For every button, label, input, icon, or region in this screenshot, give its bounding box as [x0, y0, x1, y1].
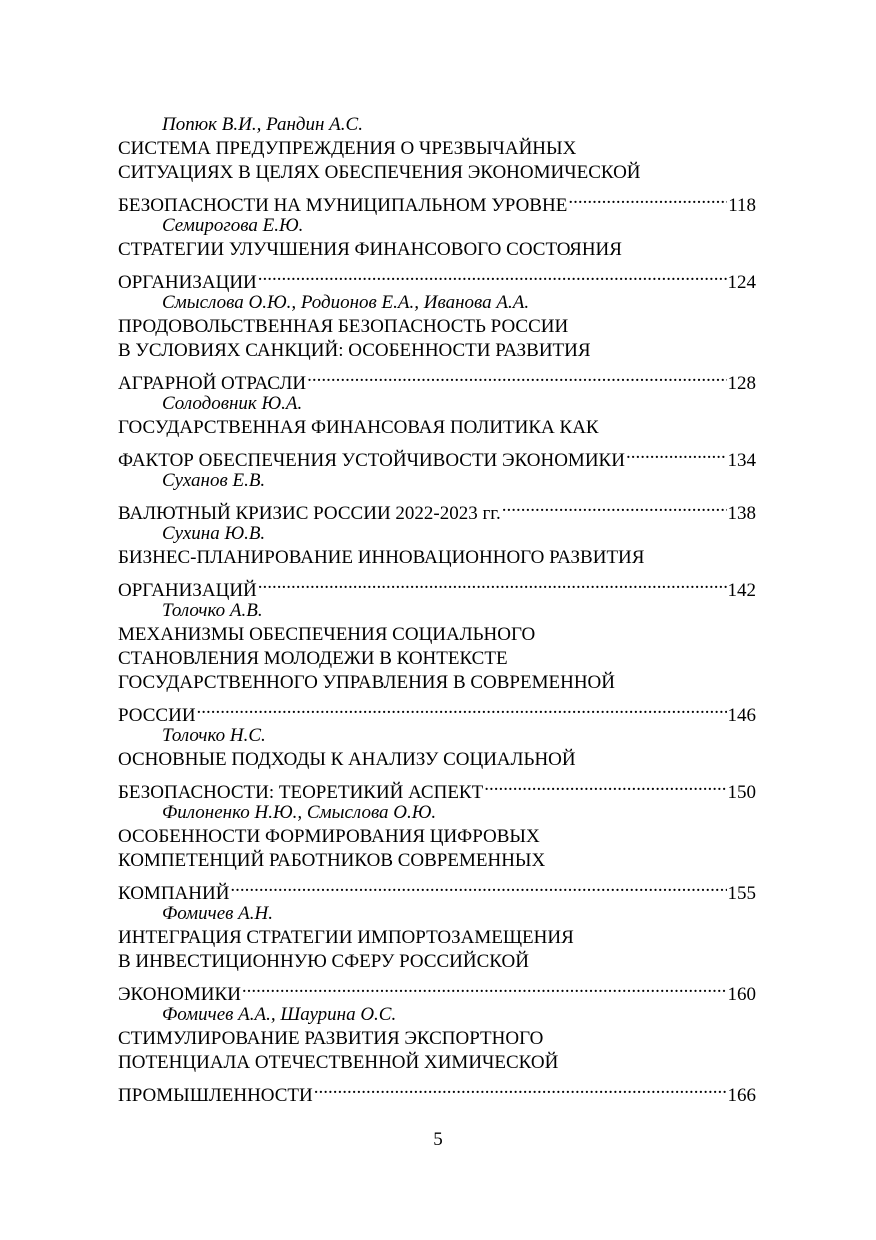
toc-entry-title-line: МЕХАНИЗМЫ ОБЕСПЕЧЕНИЯ СОЦИАЛЬНОГО: [118, 624, 536, 645]
toc-entry-title-last-line: [118, 570, 756, 601]
toc-entry-page-number[interactable]: 160: [727, 984, 756, 1005]
toc-entry-title-text: ФАКТОР ОБЕСПЕЧЕНИЯ УСТОЙЧИВОСТИ ЭКОНОМИКИ: [118, 450, 625, 471]
toc-entry[interactable]: [118, 801, 756, 904]
dot-leader: [307, 363, 726, 389]
toc-entry[interactable]: [118, 214, 756, 293]
toc-entry[interactable]: [118, 392, 756, 471]
toc-entry-title-text: АГРАРНОЙ ОТРАСЛИ: [118, 373, 307, 394]
toc-entry-author: Суханов Е.В.: [162, 470, 266, 491]
toc-entry-page-number[interactable]: 142: [727, 580, 756, 601]
toc-entry-author: Солодовник Ю.А.: [162, 393, 303, 414]
toc-entry-page-number[interactable]: 124: [727, 272, 756, 293]
toc-entry-title-text: РОССИИ: [118, 705, 196, 726]
toc-entry-title-line: ГОСУДАРСТВЕННОГО УПРАВЛЕНИЯ В СОВРЕМЕННОЙ: [118, 672, 615, 693]
toc-entry-title-line: СИСТЕМА ПРЕДУПРЕЖДЕНИЯ О ЧРЕЗВЫЧАЙНЫХ: [118, 138, 577, 159]
dot-leader: [258, 570, 727, 596]
toc-entry-page-number[interactable]: 118: [728, 195, 756, 216]
toc-entry-title-last-line: [118, 363, 756, 394]
dot-leader: [484, 772, 726, 798]
toc-entry-title-line: СТРАТЕГИИ УЛУЧШЕНИЯ ФИНАНСОВОГО СОСТОЯНИЯ: [118, 239, 622, 260]
toc-entry-page-number[interactable]: 150: [727, 782, 756, 803]
toc-entry-title-text: ОРГАНИЗАЦИИ: [118, 272, 257, 293]
toc-entry-title-line: ПРОДОВОЛЬСТВЕННАЯ БЕЗОПАСНОСТЬ РОССИИ: [118, 316, 569, 337]
toc-entry-author: Семирогова Е.Ю.: [162, 215, 304, 236]
toc-entry-author: Сухина Ю.В.: [162, 523, 266, 544]
toc-entry-title-text: БЕЗОПАСНОСТИ: ТЕОРЕТИКИЙ АСПЕКТ: [118, 782, 484, 803]
toc-entry-page-number[interactable]: 128: [727, 373, 756, 394]
toc-entry-title-last-line: [118, 185, 756, 216]
toc-entry-title-line: ОСНОВНЫЕ ПОДХОДЫ К АНАЛИЗУ СОЦИАЛЬНОЙ: [118, 749, 576, 770]
toc-entry-page-number[interactable]: 134: [727, 450, 756, 471]
toc-entry-title-line: ПОТЕНЦИАЛА ОТЕЧЕСТВЕННОЙ ХИМИЧЕСКОЙ: [118, 1052, 559, 1073]
toc-entry[interactable]: [118, 902, 756, 1005]
dot-leader: [197, 695, 727, 721]
toc-entry-author: Смыслова О.Ю., Родионов Е.А., Иванова А.А.: [162, 292, 530, 313]
toc-entry-title-last-line: [118, 440, 756, 471]
toc-entry-title-text: ОРГАНИЗАЦИЙ: [118, 580, 257, 601]
toc-entry[interactable]: [118, 599, 756, 726]
toc-entry-title-line: ГОСУДАРСТВЕННАЯ ФИНАНСОВАЯ ПОЛИТИКА КАК: [118, 417, 599, 438]
toc-entry[interactable]: [118, 291, 756, 394]
toc-entry-title-text: ВАЛЮТНЫЙ КРИЗИС РОССИИ 2022-2023 гг.: [118, 503, 501, 524]
toc-entry-author: Толочко А.В.: [162, 600, 263, 621]
toc-entry-title-last-line: [118, 873, 756, 904]
dot-leader: [626, 440, 727, 466]
toc-entry-title-last-line: [118, 772, 756, 803]
toc-entry[interactable]: [118, 113, 756, 216]
dot-leader: [230, 873, 726, 899]
toc-entry-title-last-line: [118, 695, 756, 726]
dot-leader: [568, 185, 727, 211]
toc-entry-title-text: ПРОМЫШЛЕННОСТИ: [118, 1085, 313, 1106]
dot-leader: [314, 1075, 727, 1101]
toc-entry[interactable]: [118, 522, 756, 601]
page-number: 5: [433, 1129, 443, 1150]
toc-entry-page-number[interactable]: 146: [727, 705, 756, 726]
toc-entry[interactable]: [118, 1003, 756, 1106]
toc-entry[interactable]: [118, 469, 756, 524]
dot-leader: [502, 493, 727, 519]
toc-entry-title-text: БЕЗОПАСНОСТИ НА МУНИЦИПАЛЬНОМ УРОВНЕ: [118, 195, 568, 216]
toc-entry-title-line: БИЗНЕС-ПЛАНИРОВАНИЕ ИННОВАЦИОННОГО РАЗВИТИЯ: [118, 547, 645, 568]
toc-entry-page-number[interactable]: 155: [727, 883, 756, 904]
toc-entry-title-last-line: [118, 974, 756, 1005]
toc-entry-title-line: ОСОБЕННОСТИ ФОРМИРОВАНИЯ ЦИФРОВЫХ: [118, 826, 540, 847]
toc-entry-title-line: СТАНОВЛЕНИЯ МОЛОДЕЖИ В КОНТЕКСТЕ: [118, 648, 508, 669]
toc-entry-page-number[interactable]: 166: [727, 1085, 756, 1106]
toc-entry-author: Филоненко Н.Ю., Смыслова О.Ю.: [162, 802, 437, 823]
toc-entry-title-text: КОМПАНИЙ: [118, 883, 230, 904]
table-of-contents: [118, 113, 756, 1104]
dot-leader: [258, 262, 727, 288]
toc-entry-title-last-line: [118, 493, 756, 524]
toc-entry-title-line: КОМПЕТЕНЦИЙ РАБОТНИКОВ СОВРЕМЕННЫХ: [118, 850, 546, 871]
toc-entry-author: Фомичев А.Н.: [162, 903, 274, 924]
dot-leader: [242, 974, 727, 1000]
toc-entry-author: Фомичев А.А., Шаурина О.С.: [162, 1004, 397, 1025]
toc-entry-title-last-line: [118, 1075, 756, 1106]
toc-entry-author: Попюк В.И., Рандин А.С.: [162, 114, 363, 135]
toc-entry-title-line: ИНТЕГРАЦИЯ СТРАТЕГИИ ИМПОРТОЗАМЕЩЕНИЯ: [118, 927, 574, 948]
toc-entry-page-number[interactable]: 138: [727, 503, 756, 524]
toc-entry-title-line: СИТУАЦИЯХ В ЦЕЛЯХ ОБЕСПЕЧЕНИЯ ЭКОНОМИЧЕСКОЙ: [118, 162, 641, 183]
toc-entry[interactable]: [118, 724, 756, 803]
toc-entry-title-line: СТИМУЛИРОВАНИЕ РАЗВИТИЯ ЭКСПОРТНОГО: [118, 1028, 544, 1049]
toc-entry-author: Толочко Н.С.: [162, 725, 266, 746]
toc-entry-title-line: В ИНВЕСТИЦИОННУЮ СФЕРУ РОССИЙСКОЙ: [118, 951, 529, 972]
toc-entry-title-line: В УСЛОВИЯХ САНКЦИЙ: ОСОБЕННОСТИ РАЗВИТИЯ: [118, 340, 591, 361]
toc-entry-title-text: ЭКОНОМИКИ: [118, 984, 241, 1005]
toc-entry-title-last-line: [118, 262, 756, 293]
